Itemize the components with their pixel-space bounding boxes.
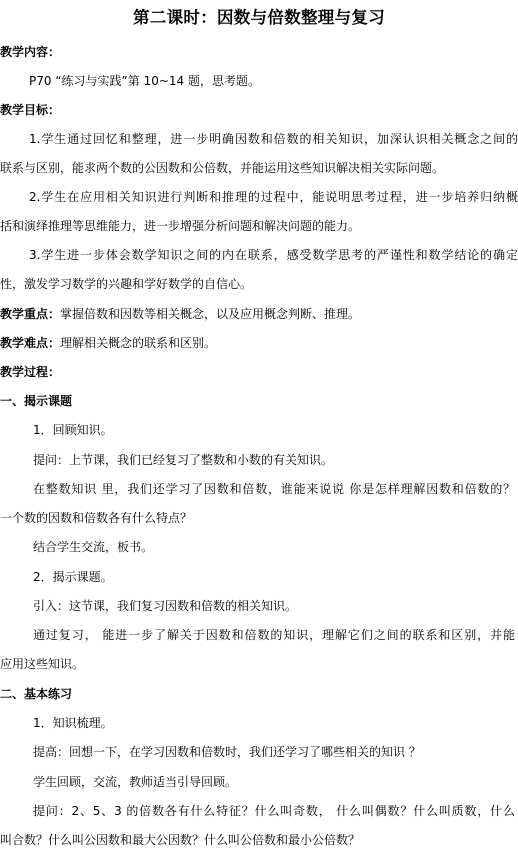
section-2-prompt: 提高：回想一下，在学习因数和倍数时，我们还学习了哪些相关的知识 ？ bbox=[33, 745, 421, 759]
content-text: P70 “练习与实践”第 10~14 题，思考题。 bbox=[29, 74, 260, 88]
process-label: 教学过程： bbox=[0, 365, 61, 379]
section-1-paragraph-b: 一个数的因数和倍数各有什么特点？ bbox=[0, 511, 193, 525]
difficulty-point bbox=[0, 335, 518, 351]
section-1-review-a: 通过复习， 能进一步了解关于因数和倍数的知识，理解它们之间的联系和区别，并能 bbox=[33, 628, 515, 642]
section-1-paragraph-a: 在整数知识 里，我们还学习了因数和倍数，谁能来说说 你是怎样理解因数和倍数的？ bbox=[33, 482, 515, 496]
content-label: 教学内容： bbox=[0, 45, 61, 59]
objective-2-line-2: 括和演绎推理等思维能力，进一步增强分析问题和解决问题的能力。 bbox=[0, 219, 361, 233]
key-point bbox=[0, 306, 518, 322]
difficulty-label: 教学难点： bbox=[0, 336, 61, 350]
difficulty-text: 理解相关概念的联系和区别。 bbox=[60, 336, 217, 350]
objective-3-line-1: 3.学生进一步体会数学知识之间的内在联系，感受数学思考的严谨性和数学结论的确定 bbox=[29, 248, 518, 262]
section-2-question-b: 叫合数？什么叫公因数和最大公因数？什么叫公倍数和最小公倍数？ bbox=[0, 833, 361, 847]
objective-1-line-2: 联系与区别，能求两个数的公因数和公倍数，并能运用这些知识解决相关实际问题。 bbox=[0, 161, 445, 175]
section-1-note: 结合学生交流，板书。 bbox=[33, 540, 154, 554]
section-2-heading: 二、基本练习 bbox=[0, 687, 73, 701]
objectives-label: 教学目标： bbox=[0, 103, 61, 117]
section-2-item-1: 1．知识梳理。 bbox=[33, 716, 113, 730]
section-1-review-b: 应用这些知识。 bbox=[0, 657, 85, 671]
objective-3-line-2: 性，激发学习数学的兴趣和学好数学的自信心。 bbox=[0, 277, 253, 291]
objective-2-line-1: 2.学生在应用相关知识进行判断和推理的过程中，能说明思考过程，进一步培养归纳概 bbox=[29, 190, 518, 204]
objective-1-line-1: 1.学生通过回忆和整理，进一步明确因数和倍数的相关知识，加深认识相关概念之间的 bbox=[29, 132, 518, 146]
section-1-heading: 一、揭示课题 bbox=[0, 394, 73, 408]
key-label: 教学重点： bbox=[0, 307, 61, 321]
section-1-item-2: 2．揭示课题。 bbox=[33, 570, 113, 584]
section-2-question-a: 提问：2、5、3 的倍数各有什么特征？什么叫奇数， 什么叫偶数？什么叫质数，什么 bbox=[33, 804, 515, 818]
key-text: 掌握倍数和因数等相关概念，以及应用概念判断、推理。 bbox=[60, 307, 361, 321]
section-1-intro: 引入：这节课，我们复习因数和倍数的相关知识。 bbox=[33, 599, 298, 613]
section-1-item-1: 1．回顾知识。 bbox=[33, 423, 113, 437]
section-2-activity: 学生回顾，交流，教师适当引导回顾。 bbox=[33, 775, 238, 789]
page-title: 第二课时：因数与倍数整理与复习 bbox=[133, 8, 385, 27]
section-1-question: 提问：上节课，我们已经复习了整数和小数的有关知识。 bbox=[33, 453, 334, 467]
